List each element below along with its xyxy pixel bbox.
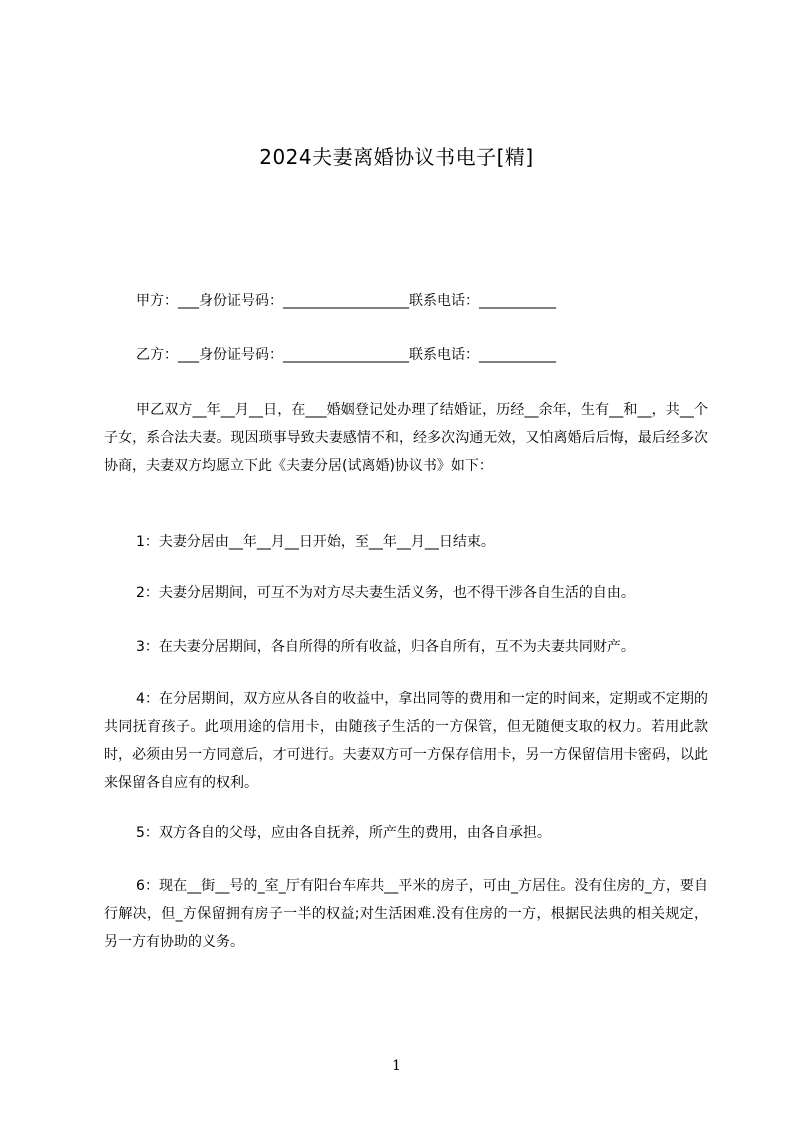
party-a-line: 甲方：___身份证号码：__________________联系电话：___________ bbox=[136, 293, 556, 309]
clause-1: 1：夫妻分居由__年__月__日开始，至__年__月__日结束。 bbox=[136, 534, 495, 550]
clause-2: 2：夫妻分居期间，可互不为对方尽夫妻生活义务，也不得干涉各自生活的自由。 bbox=[136, 585, 635, 601]
party-b-line: 乙方：___身份证号码：__________________联系电话：___________ bbox=[136, 347, 556, 363]
clause-5: 5：双方各自的父母，应由各自抚养，所产生的费用，由各自承担。 bbox=[136, 825, 551, 841]
clause-3: 3：在夫妻分居期间，各自所得的所有收益，归各自所有，互不为夫妻共同财产。 bbox=[136, 639, 635, 655]
document-title: 2024夫妻离婚协议书电子[精] bbox=[259, 145, 534, 169]
page-number: 1 bbox=[392, 1058, 401, 1074]
clause-6: 6：现在__街__号的_室_厅有阳台车库共__平米的房子，可由_方居住。没有住房的_方，要自行解决，但_方保留拥有房子一半的权益;对生活困难.没有住房的一方，根据民法典的相关规定，另一方有协助的义务。 bbox=[104, 878, 708, 950]
clause-4: 4：在分居期间，双方应从各自的收益中，拿出同等的费用和一定的时间来，定期或不定期的共同抚育孩子。此项用途的信用卡，由随孩子生活的一方保管，但无随便支取的权力。若用此款时，必须由另一方同意后，才可进行。夫妻双方可一方保存信用卡，另一方保留信用卡密码，以此来保留各自应有的权利。 bbox=[104, 691, 708, 791]
intro-paragraph: 甲乙双方__年__月__日，在___婚姻登记处办理了结婚证，历经__余年，生有__和__，共__个子女，系合法夫妻。现因琐事导致夫妻感情不和，经多次沟通无效，又怕离婚后后悔，最后经多次协商，夫妻双方均愿立下此《夫妻分居(试离婚)协议书》如下： bbox=[104, 402, 708, 474]
